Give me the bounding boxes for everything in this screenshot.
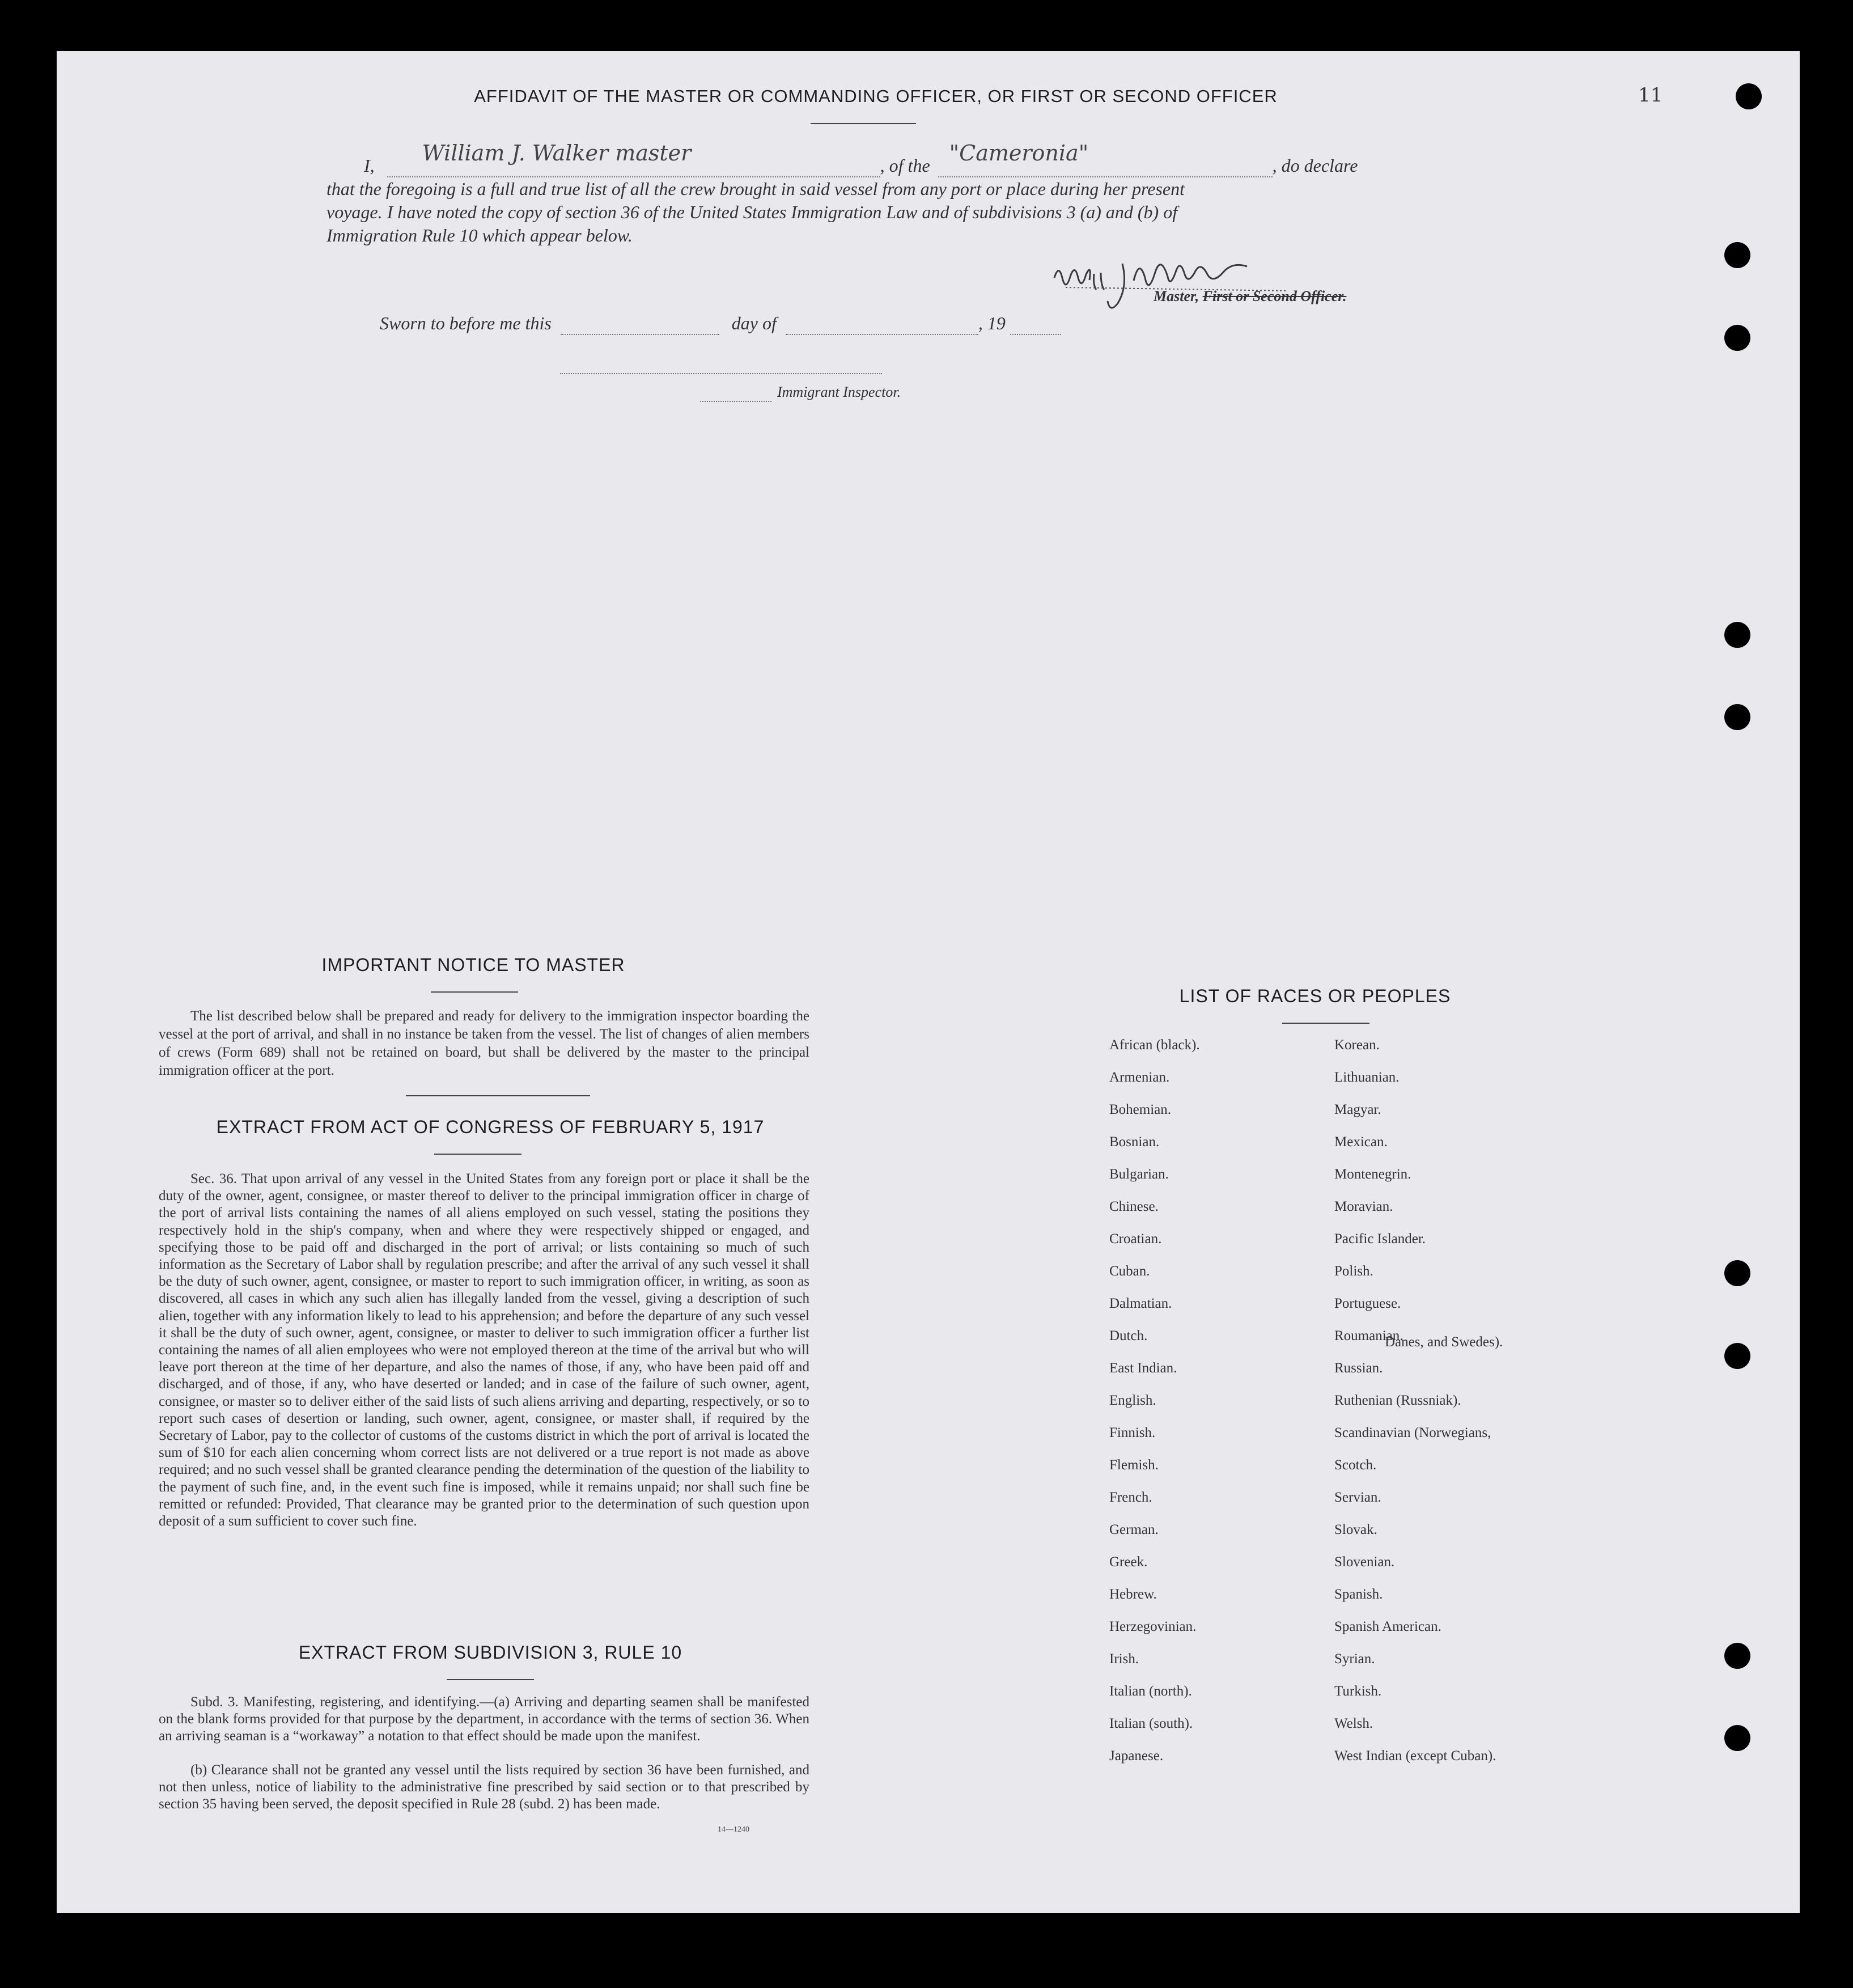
race-item: Irish. — [1109, 1651, 1139, 1667]
master-name-handwritten: William J. Walker master — [422, 141, 692, 166]
race-item: Flemish. — [1109, 1457, 1159, 1473]
act-title: EXTRACT FROM ACT OF CONGRESS OF FEBRUARY 5, 1917 — [216, 1117, 765, 1137]
form-number: 14—1240 — [718, 1825, 749, 1834]
race-item: Croatian. — [1109, 1231, 1162, 1247]
affidavit-line-2: that the foregoing is a full and true list of all the crew brought in said vessel from any port or place during her present — [326, 179, 1185, 199]
race-item: Finnish. — [1109, 1425, 1156, 1440]
divider — [447, 1679, 534, 1680]
race-item: Greek. — [1109, 1554, 1148, 1570]
race-item: Bohemian. — [1109, 1102, 1172, 1117]
i-label: I, — [364, 155, 375, 176]
race-item: Scandinavian (Norwegians, — [1334, 1425, 1491, 1440]
divider — [431, 991, 518, 993]
do-declare-label: , do declare — [1272, 155, 1358, 176]
race-item: Hebrew. — [1109, 1587, 1157, 1602]
race-item: Cuban. — [1109, 1264, 1150, 1279]
affidavit-line-4: Immigration Rule 10 which appear below. — [326, 225, 633, 245]
page-number: 11 — [1638, 84, 1663, 107]
race-item: Spanish American. — [1334, 1619, 1441, 1634]
races-title: LIST OF RACES OR PEOPLES — [1179, 986, 1451, 1006]
race-item: Italian (north). — [1109, 1684, 1192, 1699]
race-item: East Indian. — [1109, 1360, 1177, 1376]
race-item: Bosnian. — [1109, 1134, 1160, 1150]
binder-hole — [1724, 242, 1750, 268]
sworn-label: Sworn to before me this — [380, 313, 552, 333]
day-of-label: day of — [731, 313, 777, 333]
race-item: Mexican. — [1334, 1134, 1388, 1150]
race-item: African (black). — [1109, 1037, 1200, 1053]
race-item: Herzegovinian. — [1109, 1619, 1197, 1634]
master-name-field — [387, 141, 880, 177]
inspector-signature-line — [560, 373, 882, 374]
subdivision-text-b: (b) Clearance shall not be granted any vessel until the lists required by section 36 have been furnished, and not then unless, notice of liability to the administrative fine prescribed by said section or to that prescribed by section 35 having been served, the deposit specified in Rule 28 (subd. 2) has been made. — [159, 1762, 809, 1812]
subdivision-title: EXTRACT FROM SUBDIVISION 3, RULE 10 — [298, 1642, 682, 1663]
inspector-dots — [700, 384, 771, 402]
affidavit-title: AFFIDAVIT OF THE MASTER OR COMMANDING OFFICER, OR FIRST OR SECOND OFFICER — [474, 86, 1278, 106]
binder-hole — [1724, 622, 1750, 648]
race-item: West Indian (except Cuban). — [1334, 1748, 1496, 1764]
binder-hole — [1724, 1260, 1750, 1286]
binder-hole — [1724, 704, 1750, 730]
race-item: Dutch. — [1109, 1328, 1148, 1343]
race-item: Montenegrin. — [1334, 1167, 1411, 1182]
race-item: Slovenian. — [1334, 1554, 1395, 1570]
race-item: English. — [1109, 1393, 1156, 1408]
race-item: Korean. — [1334, 1037, 1380, 1053]
race-item: Dalmatian. — [1109, 1296, 1172, 1311]
inspector-line — [700, 384, 901, 402]
officer-title — [1154, 288, 1346, 305]
notice-title: IMPORTANT NOTICE TO MASTER — [321, 955, 625, 975]
divider — [811, 123, 916, 124]
race-item: Chinese. — [1109, 1199, 1159, 1214]
affidavit-line-3: voyage. I have noted the copy of section 36 of the United States Immigration Law and of subdivisions 3 (a) and (b) of — [326, 202, 1178, 222]
binder-hole — [1736, 83, 1762, 109]
struck-officer-label: First or Second Officer. — [1202, 288, 1347, 304]
sworn-year-field — [1010, 313, 1061, 335]
race-item: Italian (south). — [1109, 1716, 1193, 1731]
binder-hole — [1724, 325, 1750, 351]
race-item: Russian. — [1334, 1360, 1383, 1376]
race-item: Magyar. — [1334, 1102, 1381, 1117]
race-item: French. — [1109, 1490, 1152, 1505]
race-item: Scotch. — [1334, 1457, 1377, 1473]
race-item: Ruthenian (Russniak). — [1334, 1393, 1461, 1408]
inspector-label: Immigrant Inspector. — [777, 384, 901, 400]
binder-hole — [1724, 1725, 1750, 1751]
race-item: Slovak. — [1334, 1522, 1377, 1537]
year-label: , 19 — [978, 313, 1006, 333]
master-signature — [1043, 247, 1338, 320]
vessel-name-handwritten: "Cameronia" — [949, 141, 1089, 166]
of-the-label: , of the — [880, 155, 930, 176]
race-item: Lithuanian. — [1334, 1070, 1400, 1085]
race-item: Polish. — [1334, 1264, 1373, 1279]
divider — [406, 1095, 590, 1096]
notice-text: The list described below shall be prepared and ready for delivery to the immigration inspector boarding the vessel at the port of arrival, and shall in no instance be taken from the vessel. The list of changes of alien members of crews (Form 689) shall not be retained on board, but shall be delivered by the master to the principal immigration officer at the port. — [159, 1008, 809, 1078]
race-item: Servian. — [1334, 1490, 1381, 1505]
race-item: Spanish. — [1334, 1587, 1383, 1602]
race-item-continuation: Danes, and Swedes). — [1385, 1334, 1503, 1350]
sworn-line — [380, 313, 1061, 335]
vessel-name-field — [938, 141, 1273, 177]
document-page — [57, 51, 1800, 1913]
race-item: Welsh. — [1334, 1716, 1373, 1731]
master-label: Master, — [1154, 288, 1199, 304]
binder-hole — [1724, 1343, 1750, 1369]
binder-hole — [1724, 1643, 1750, 1669]
divider — [434, 1154, 521, 1155]
race-item: Japanese. — [1109, 1748, 1164, 1764]
affidavit-line-1 — [364, 141, 1358, 177]
race-item: Pacific Islander. — [1334, 1231, 1426, 1247]
race-item: Syrian. — [1334, 1651, 1375, 1667]
race-item: German. — [1109, 1522, 1159, 1537]
race-item: Bulgarian. — [1109, 1167, 1169, 1182]
act-text: Sec. 36. That upon arrival of any vessel in the United States from any foreign port or place it shall be the duty of the owner, agent, consignee, or master thereof to deliver to the principal immigration officer in charge of the port of arrival lists containing the names of all aliens employed on such vessel, stating the positions they respectively hold in the ship's company, when and where they were respectively shipped or engaged, and specifying those to be paid off and discharged in the port of arrival; or lists containing so much of such information as the Secretary of Labor shall by regulation prescribe; and after the arrival of any such vessel it shall be the duty of such owner, agent, consignee, or master to report to such immigration officer, in writing, as soon as discovered, all cases in which any such alien has illegally landed from the vessel, giving a description of such alien, together with any information likely to lead to his apprehension; and before the departure of any such vessel it shall be the duty of such owner, agent, consignee, or master to deliver to such immigration officer a further list containing the names of all alien employees who were not employed thereon at the time of the arrival but who will leave port thereon at the time of her departure, and also the names of those, if any, who have been paid off and discharged, and of those, if any, who have deserted or landed; and in case of the failure of such owner, agent, consignee, or master so to deliver either of the said lists of such aliens arriving and departing, respectively, or so to report such cases of desertion or landing, such owner, agent, consignee, or master shall, if required by the Secretary of Labor, pay to the collector of customs of the customs district in which the port of arrival is located the sum of $10 for each alien concerning whom correct lists are not delivered or a true report is not made as above required; and no such vessel shall be granted clearance pending the determination of the question of the liability to the payment of such fine, and, in the event such fine is imposed, while it remains unpaid; nor shall such fine be remitted or refunded: Provided, That clearance may be granted prior to the determination of such question upon deposit of a sum sufficient to cover such fine. — [159, 1171, 809, 1529]
race-item: Moravian. — [1334, 1199, 1393, 1214]
race-item: Portuguese. — [1334, 1296, 1401, 1311]
sworn-day-field — [561, 313, 719, 335]
race-item: Armenian. — [1109, 1070, 1170, 1085]
race-item: Roumanian. — [1334, 1328, 1403, 1343]
race-item: Turkish. — [1334, 1684, 1382, 1699]
subdivision-text-a: Subd. 3. Manifesting, registering, and identifying.—(a) Arriving and departing seamen shall be manifested on the blank forms provided for that purpose by the department, in accordance with the terms of section 36. When an arriving seaman is a “workaway” a notation to that effect should be made upon the manifest. — [159, 1694, 809, 1744]
divider — [1282, 1023, 1369, 1024]
sworn-month-field — [786, 313, 978, 335]
